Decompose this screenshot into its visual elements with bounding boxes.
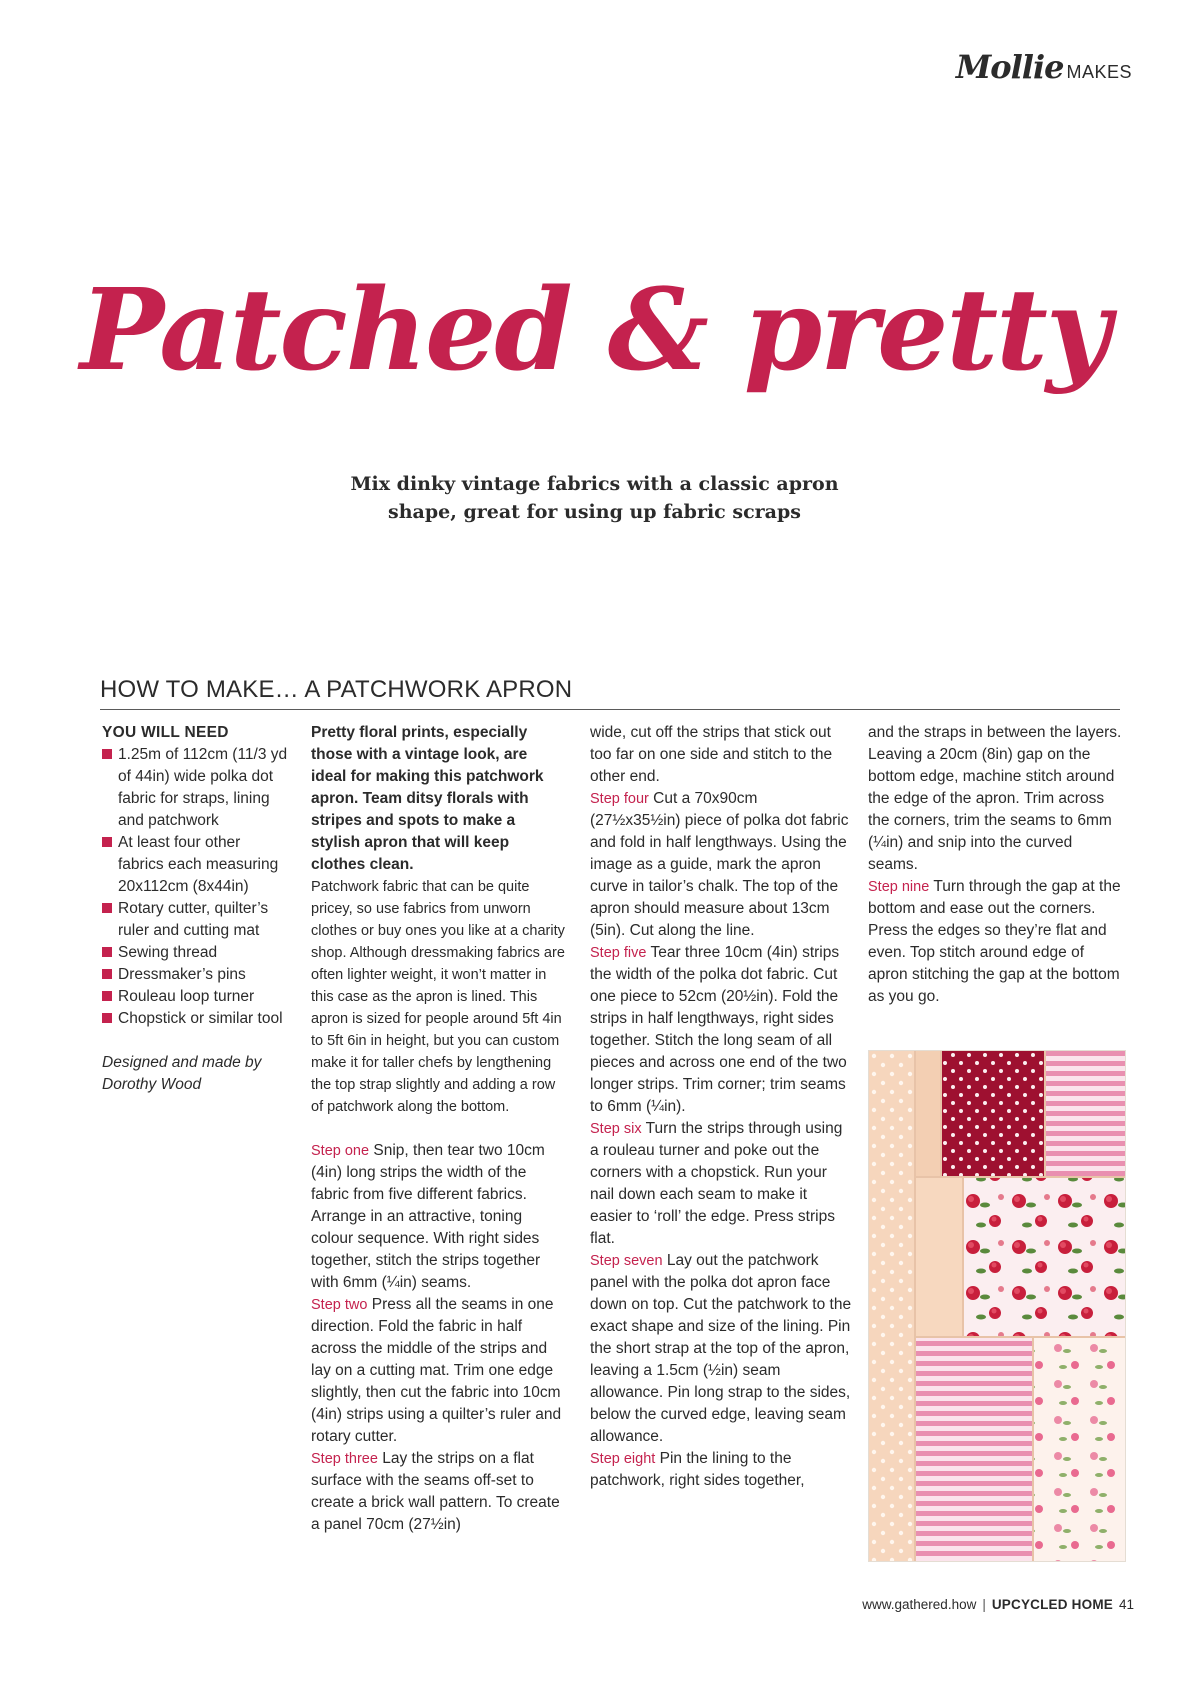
step-text: Tear three 10cm (4in) strips the width of the polka dot fabric. Cut one piece to 52cm (20½in). Fold the strips in half lengthways, right sides together. Stitch the long seam of all pieces and across one end of the two longer strips. Trim corner; trim seams to 6mm (¼in). [590, 944, 847, 1115]
step-paragraph [868, 722, 1123, 876]
list-item [102, 942, 288, 964]
step-paragraph [590, 788, 852, 942]
bullet-square-icon [102, 837, 112, 847]
step-text: Lay out the patchwork panel with the polka dot apron face down on top. Cut the patchwork to the exact shape and size of the lining. Pin the short strap at the top of the apron, leaving a 1.5cm (½in) seam allowance. Pin long strap to the sides, below the curved edge, leaving seam allowance. [590, 1252, 852, 1445]
credit-line: Designed and made by [102, 1054, 262, 1071]
step-paragraph [590, 722, 852, 788]
list-item-text: Sewing thread [118, 944, 218, 961]
bullet-square-icon [102, 991, 112, 1001]
list-item-text: Rotary cutter, quilter’s ruler and cutting mat [118, 900, 269, 939]
step-label: Step four [590, 791, 649, 807]
page-title: Patched & pretty [80, 265, 1109, 396]
list-item [102, 964, 288, 986]
step-label: Step six [590, 1121, 642, 1137]
list-item [102, 986, 288, 1008]
list-item-text: Rouleau loop turner [118, 988, 255, 1005]
body-column-2 [311, 722, 565, 1536]
you-will-need-column [102, 722, 288, 1096]
bullet-square-icon [102, 969, 112, 979]
patchwork-fabric-photo [868, 1050, 1126, 1562]
step-text: wide, cut off the strips that stick out too far on one side and stitch to the other end. [590, 724, 833, 785]
list-item-text: At least four other fabrics each measuring 20x112cm (8x44in) [118, 834, 279, 895]
step-text: Cut a 70x90cm (27½x35½in) piece of polka dot fabric and fold in half lengthways. Using the image as a guide, mark the apron curve in tailor’s chalk. The top of the apron should measure about 13cm (5in). Cut along the line. [590, 790, 849, 939]
bullet-square-icon [102, 1013, 112, 1023]
list-item [102, 832, 288, 898]
step-paragraph [590, 942, 852, 1118]
step-label: Step nine [868, 879, 930, 895]
intro-text: Patchwork fabric that can be quite pricey, so use fabrics from unworn clothes or buy ones you like at a charity shop. Although dressmaking fabrics are often lighter weight, it won’t matter in this case as the apron is lined. This apron is sized for people around 5ft 4in to 5ft 6in in height, but you can custom make it for taller chefs by lengthening the top strap slightly and adding a row of patchwork along the bottom. [311, 879, 565, 1115]
footer-separator: | [982, 1597, 986, 1612]
brand-makes: MAKES [1066, 62, 1132, 82]
patchwork-illustration [869, 1051, 1125, 1561]
step-paragraph [311, 1140, 565, 1294]
materials-list [102, 744, 288, 1030]
section-heading: HOW TO MAKE… A PATCHWORK APRON [100, 676, 1120, 710]
brand-logo [956, 48, 1132, 86]
step-text: Press all the seams in one direction. Fold the fabric in half across the middle of the strips and lay on a cutting mat. Trim one edge slightly, then cut the fabric into 10cm (4in) strips using a quilter’s ruler and rotary cutter. [311, 1296, 562, 1445]
step-text: Lay the strips on a flat surface with the seams off-set to create a brick wall pattern. To create a panel 70cm (27½in) [311, 1450, 560, 1533]
step-text: Turn through the gap at the bottom and ease out the corners. Press the edges so they’re flat and even. Top stitch around edge of apron stitching the gap at the bottom as you go. [868, 878, 1121, 1005]
list-item-text: Chopstick or similar tool [118, 1010, 283, 1027]
step-text: Turn the strips through using a rouleau turner and poke out the corners with a chopstick. Run your nail down each seam to make it easier to ‘roll’ the edge. Press strips flat. [590, 1120, 843, 1247]
body-column-3 [590, 722, 852, 1492]
step-paragraph [590, 1250, 852, 1448]
step-text: Pin the lining to the patchwork, right sides together, [590, 1450, 805, 1489]
footer-url: www.gathered.how [862, 1597, 977, 1612]
list-item-text: Dressmaker’s pins [118, 966, 246, 983]
standfirst-line: Mix dinky vintage fabrics with a classic apron [350, 473, 839, 495]
step-label: Step three [311, 1451, 378, 1467]
standfirst-line: shape, great for using up fabric scraps [388, 501, 801, 523]
step-paragraph [590, 1448, 852, 1492]
brand-script: Mollie [955, 48, 1064, 86]
you-will-need-title: YOU WILL NEED [102, 724, 229, 741]
step-paragraph [311, 1294, 565, 1448]
page-number: 41 [1118, 1597, 1134, 1612]
step-paragraph [868, 876, 1123, 1008]
list-item [102, 1008, 288, 1030]
bullet-square-icon [102, 903, 112, 913]
step-label: Step two [311, 1297, 368, 1313]
step-label: Step one [311, 1143, 370, 1159]
step-text: Snip, then tear two 10cm (4in) long strips the width of the fabric from five different fabrics. Arrange in an attractive, toning colour sequence. With right sides together, stitch the strips together with 6mm (¼in) seams. [311, 1142, 545, 1291]
intro-bold: Pretty floral prints, especially those with a vintage look, are ideal for making this patchwork apron. Team ditsy florals with stripes and spots to make a stylish apron that will keep clothes clean. [311, 724, 544, 873]
step-label: Step eight [590, 1451, 656, 1467]
bullet-square-icon [102, 749, 112, 759]
step-label: Step seven [590, 1253, 663, 1269]
standfirst [0, 470, 1189, 526]
step-text: and the straps in between the layers. Leaving a 20cm (8in) gap on the bottom edge, machine stitch around the edge of the apron. Trim across the corners, trim the seams to 6mm (¼in) and snip into the curved seams. [868, 724, 1122, 873]
list-item [102, 744, 288, 832]
body-column-4 [868, 722, 1123, 1008]
step-label: Step five [590, 945, 647, 961]
step-paragraph [311, 1448, 565, 1536]
credit-line: Dorothy Wood [102, 1076, 202, 1093]
bullet-square-icon [102, 947, 112, 957]
step-paragraph [590, 1118, 852, 1250]
list-item-text: 1.25m of 112cm (11/3 yd of 44in) wide polka dot fabric for straps, lining and patchwork [118, 746, 288, 829]
list-item [102, 898, 288, 942]
footer-section: UPCYCLED HOME [991, 1597, 1113, 1612]
page-footer [862, 1597, 1134, 1612]
designer-credit [102, 1052, 288, 1096]
